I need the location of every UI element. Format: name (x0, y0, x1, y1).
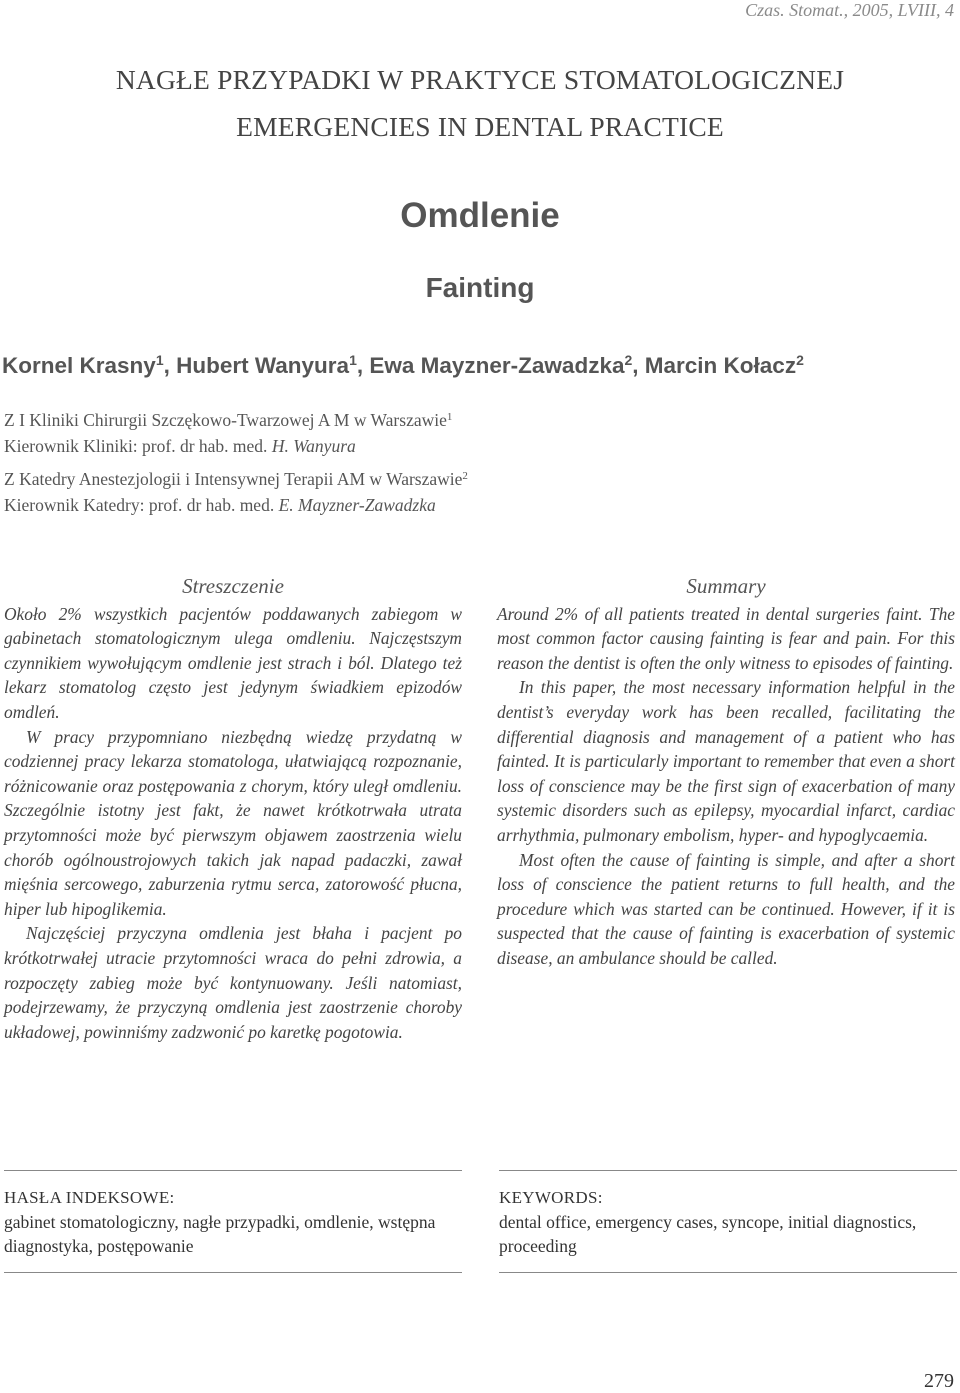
abstract-pl-paragraph: W pracy przypomniano niezbędną wiedzę przydatną w codziennej pracy lekarza stomatologa, ułatwiającą rozpoznanie, różnicowanie oraz postępowania z chorym, który uległ omdleniu. Szczególnie istotny jest fakt, że nawet krótkotrwała utrata przytomności może być pierwszym objawem zaostrzenia wielu chorób ogólnoustrojowych takich jak napad padaczki, zawał mięśnia sercowego, zaburzenia rytmu serca, zatorowość płucna, hiper lub hipoglikemia. (4, 726, 462, 919)
abstract-en-paragraph: Most often the cause of fainting is simple, and after a short loss of conscience the patient returns to full health, and the procedure which was started can be continued. However, if it is suspected that the cause of fainting is exacerbation of systemic disease, an ambulance should be called. (497, 849, 955, 968)
author-affiliation-mark: 1 (155, 352, 164, 368)
abstract-en-paragraph: In this paper, the most necessary information helpful in the dentist’s everyday work has been recalled, facilitating the differential diagnosis and management of a patient who has fainted. It is particularly important to remember that even a short loss of conscience may be the first sign of exacerbation of many systemic disorders such as epilepsy, myocardial infarct, cardiac arrhythmia, pulmonary embolism, hyper- and hypoglycaemia. (497, 677, 955, 845)
affiliation-head-prefix: Kierownik Katedry: prof. dr hab. med. (4, 495, 279, 515)
author-list: Kornel Krasny$^1$, Hubert Wanyura$^1$, Ewa Mayzner-Zawadzka$^2$, Marcin Kołacz$^2$ (2, 352, 804, 378)
keywords-en-bottom-rule (499, 1272, 957, 1273)
abstract-en (497, 574, 955, 971)
abstract-pl-paragraph: Najczęściej przyczyna omdlenia jest błaha i pacjent po krótkotrwałej utracie przytomności wraca do pełni zdrowia, a rozpoczęty zabieg może być kontynuowany. Jeśli natomiast, podejrzewamy, że przyczyną omdlenia jest zaostrzenie choroby układowej, powinniśmy zadzwonić po karetkę pogotowia. (4, 923, 462, 1042)
keywords-en-top-rule (499, 1170, 957, 1171)
keywords-pl-heading: HASŁA INDEKSOWE: (4, 1188, 175, 1207)
keywords-pl-top-rule (4, 1170, 462, 1171)
abstract-pl-paragraph: Około 2% wszystkich pacjentów poddawanych zabiegom w gabinetach stomatologicznym ulega omdleniu. Najczęstszym czynnikiem wywołującym omdlenie jest strach i ból. Dlatego też lekarz stomatolog często jest jedynym świadkiem epizodów omdleń. (4, 603, 462, 722)
keywords-pl-text: gabinet stomatologiczny, nagłe przypadki, omdlenie, wstępna diagnostyka, postępowanie (4, 1212, 436, 1256)
abstract-pl-heading: Streszczenie (182, 574, 284, 598)
affiliation-mark: 2 (462, 470, 468, 482)
author-affiliation-mark: 2 (624, 352, 633, 368)
affiliation-2-head (4, 495, 436, 516)
affiliation-head-name: E. Mayzner-Zawadzka (278, 495, 436, 515)
article-title-en: Fainting (425, 272, 535, 303)
abstract-en-paragraph: Around 2% of all patients treated in dental surgeries faint. The most common factor causing fainting is fear and pain. For this reason the dentist is often the only witness to episodes of fainting. (497, 603, 955, 673)
series-title-pl: NAGŁE PRZYPADKI W PRAKTYCE STOMATOLOGICZNEJ (115, 64, 845, 95)
affiliation-2 (4, 469, 468, 490)
journal-reference: Czas. Stomat., 2005, LVIII, 4 (745, 0, 954, 20)
series-title-en: EMERGENCIES IN DENTAL PRACTICE (236, 111, 724, 142)
article-title-pl: Omdlenie (400, 196, 560, 235)
author-name: Ewa Mayzner-Zawadzka (369, 353, 625, 378)
keywords-pl (4, 1186, 464, 1258)
author-affiliation-mark: 1 (349, 352, 357, 368)
abstract-en-heading: Summary (686, 574, 766, 598)
author-name: Kornel Krasny (2, 353, 156, 378)
affiliation-1 (4, 410, 452, 431)
keywords-en-text: dental office, emergency cases, syncope, initial diagnostics, proceeding (499, 1212, 917, 1256)
author-name: Hubert Wanyura (176, 353, 350, 378)
page-number: 279 (924, 1370, 954, 1392)
keywords-pl-bottom-rule (4, 1272, 462, 1273)
affiliation-head-name: H. Wanyura (271, 436, 356, 456)
affiliation-1-head (4, 436, 356, 457)
affiliation-institution: Z I Kliniki Chirurgii Szczękowo-Twarzowej A M w Warszawie (4, 410, 447, 430)
affiliation-institution: Z Katedry Anestezjologii i Intensywnej Terapii AM w Warszawie (4, 469, 463, 489)
affiliation-head-prefix: Kierownik Kliniki: prof. dr hab. med. (4, 436, 272, 456)
keywords-en (499, 1186, 959, 1258)
keywords-en-heading: KEYWORDS: (499, 1188, 603, 1207)
author-name: Marcin Kołacz (644, 353, 797, 378)
affiliation-mark: 1 (446, 411, 453, 423)
author-affiliation-mark: 2 (796, 352, 804, 368)
abstract-pl (4, 574, 462, 1044)
